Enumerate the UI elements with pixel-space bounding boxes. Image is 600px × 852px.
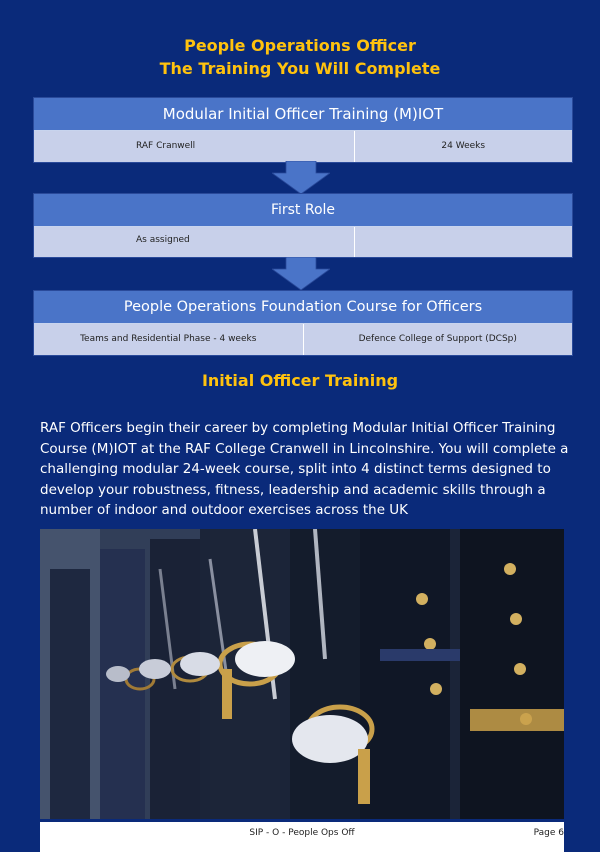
flow-box-row bbox=[34, 227, 572, 257]
flow-box-first-role bbox=[33, 193, 573, 258]
flow-box-duration: 24 Weeks bbox=[354, 131, 573, 162]
footer-page-number: Page 6 bbox=[533, 828, 564, 838]
section-paragraph: RAF Officers begin their career by completing Modular Initial Officer Training Course (M)IOT at the RAF College Cranwell in Lincolnshire. You will complete a challenging modular 24-week course, split into 4 distinct terms designed to develop your robustness, fitness, leadership and academic skills through a number of indoor and outdoor exercises across the UK bbox=[40, 420, 569, 518]
officers-parade-photo bbox=[40, 529, 564, 819]
flow-box-location: RAF Cranwell bbox=[136, 141, 196, 151]
flow-box-foundation-course bbox=[33, 290, 573, 356]
section-title: Initial Officer Training bbox=[201, 371, 399, 390]
flow-box-phase: Teams and Residential Phase - 4 weeks bbox=[80, 334, 257, 344]
parade-illustration bbox=[40, 529, 564, 819]
flow-box-miot bbox=[33, 97, 573, 163]
flow-box-assignment: As assigned bbox=[136, 235, 190, 245]
flow-box-row bbox=[34, 131, 572, 162]
flow-box-heading: Modular Initial Officer Training (M)IOT bbox=[34, 98, 572, 131]
flow-box-college: Defence College of Support (DCSp) bbox=[303, 324, 573, 355]
page-title bbox=[0, 34, 600, 80]
down-arrow-icon bbox=[272, 257, 330, 290]
footer-document-ref: SIP - O - People Ops Off bbox=[249, 828, 355, 838]
title-line-1: People Operations Officer bbox=[184, 36, 416, 55]
down-arrow-icon bbox=[272, 161, 330, 194]
flow-box-heading: People Operations Foundation Course for Officers bbox=[34, 291, 572, 324]
title-line-2: The Training You Will Complete bbox=[159, 59, 441, 78]
flow-box-row bbox=[34, 324, 572, 355]
flow-box-empty-cell bbox=[354, 227, 573, 257]
page-footer bbox=[40, 822, 564, 852]
flow-box-heading: First Role bbox=[34, 194, 572, 227]
